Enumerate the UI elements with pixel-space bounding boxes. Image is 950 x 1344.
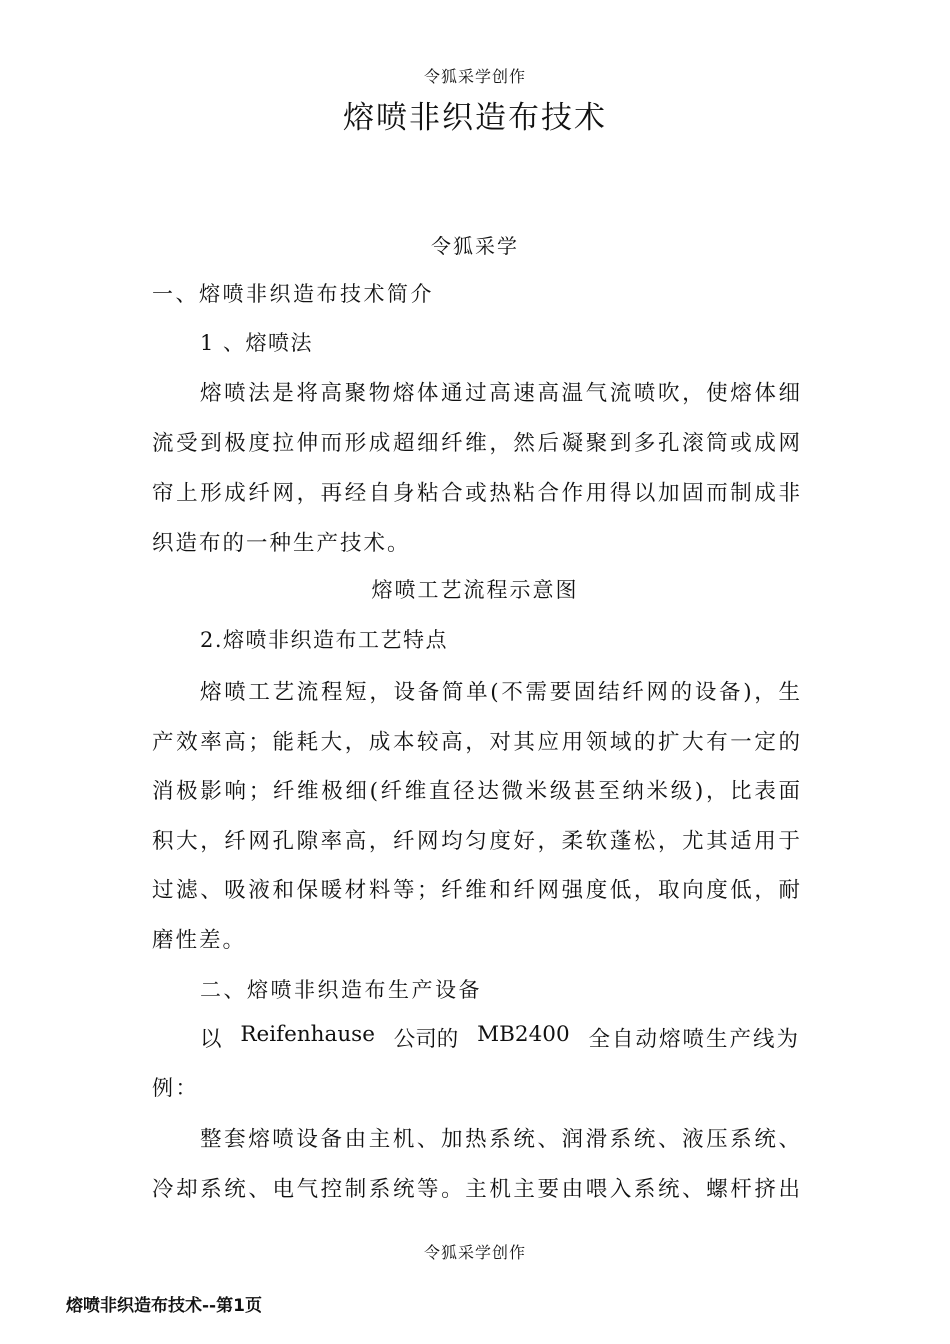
paragraph-1-line: 流受到极度拉伸而形成超细纤维，然后凝聚到多孔滚筒或成网 bbox=[152, 431, 800, 456]
paragraph-2-line: 磨性差。 bbox=[152, 928, 247, 953]
paragraph-3-line: 冷却系统、电气控制系统等。主机主要由喂入系统、螺杆挤出 bbox=[152, 1177, 800, 1202]
document-title: 熔喷非织造布技术 bbox=[343, 100, 607, 136]
paragraph-2-line: 过滤、吸液和保暖材料等；纤维和纤网强度低，取向度低，耐 bbox=[152, 878, 800, 903]
author-name: 令狐采学 bbox=[431, 234, 519, 258]
example-line bbox=[200, 1022, 800, 1053]
subheading-1: 1 、熔喷法 bbox=[200, 331, 314, 355]
paragraph-2-line: 熔喷工艺流程短，设备简单(不需要固结纤网的设备)，生 bbox=[200, 680, 800, 705]
paragraph-1-line: 织造布的一种生产技术。 bbox=[152, 531, 411, 556]
example-word: 公司的 bbox=[393, 1027, 459, 1052]
paragraph-2-line: 积大，纤网孔隙率高，纤网均匀度好，柔软蓬松，尤其适用于 bbox=[152, 829, 800, 854]
subheading-2: 2.熔喷非织造布工艺特点 bbox=[200, 628, 449, 652]
page-footer: 令狐采学创作 bbox=[423, 1243, 526, 1262]
paragraph-1-line: 熔喷法是将高聚物熔体通过高速高温气流喷吹，使熔体细 bbox=[200, 381, 800, 406]
paragraph-3-line: 整套熔喷设备由主机、加热系统、润滑系统、液压系统、 bbox=[200, 1127, 800, 1152]
paragraph-2-line: 产效率高；能耗大，成本较高，对其应用领域的扩大有一定的 bbox=[152, 730, 800, 755]
example-word: 全自动熔喷生产线为 bbox=[588, 1027, 800, 1052]
figure-caption: 熔喷工艺流程示意图 bbox=[371, 578, 579, 602]
page-number-label: 熔喷非织造布技术--第1页 bbox=[66, 1296, 262, 1316]
paragraph-1-line: 帘上形成纤网，再经自身粘合或热粘合作用得以加固而制成非 bbox=[152, 481, 800, 506]
section-heading-2: 二、熔喷非织造布生产设备 bbox=[200, 978, 482, 1002]
example-word: 以 bbox=[200, 1027, 222, 1052]
model-name: MB2400 bbox=[477, 1022, 570, 1047]
example-continuation: 例： bbox=[152, 1076, 199, 1100]
section-heading-1: 一、熔喷非织造布技术简介 bbox=[152, 282, 434, 306]
page-header: 令狐采学创作 bbox=[423, 67, 526, 86]
paragraph-2-line: 消极影响；纤维极细(纤维直径达微米级甚至纳米级)，比表面 bbox=[152, 779, 800, 804]
company-name: Reifenhause bbox=[240, 1022, 375, 1047]
